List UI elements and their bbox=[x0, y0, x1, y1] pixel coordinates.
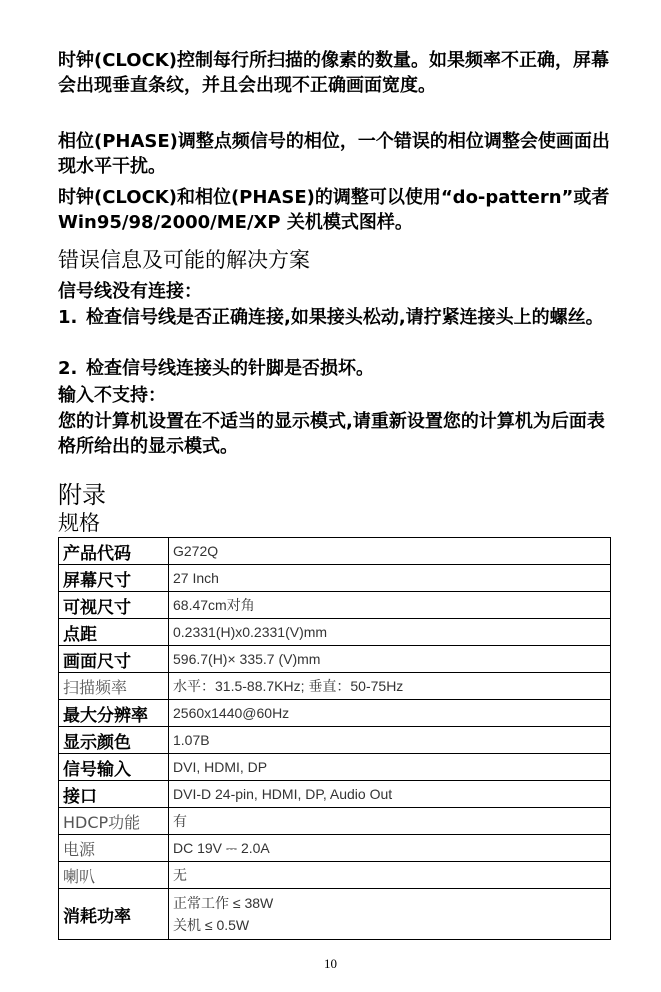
table-row bbox=[59, 862, 611, 889]
spec-value: 有 bbox=[169, 808, 611, 835]
table-row bbox=[59, 673, 611, 700]
table-row bbox=[59, 781, 611, 808]
spec-label: 信号输入 bbox=[59, 754, 169, 781]
spec-value: 1.07B bbox=[169, 727, 611, 754]
list-item-text: 检查信号线是否正确连接,如果接头松动,请拧紧连接头上的螺丝。 bbox=[86, 307, 604, 328]
spec-value-line: 正常工作 ≤ 38W bbox=[173, 895, 274, 911]
spec-label: 显示颜色 bbox=[59, 727, 169, 754]
spec-value bbox=[169, 889, 611, 940]
specs-heading: 规格 bbox=[58, 511, 100, 535]
table-row bbox=[59, 538, 611, 565]
spec-value: 2560x1440@60Hz bbox=[169, 700, 611, 727]
pattern-paragraph: 时钟(CLOCK)和相位(PHASE)的调整可以使用“do-pattern”或者 Win95/98/2000/ME/XP 关机模式图样。 bbox=[58, 187, 610, 233]
spec-label: 点距 bbox=[59, 619, 169, 646]
spec-label: 接口 bbox=[59, 781, 169, 808]
list-item bbox=[58, 356, 618, 381]
spec-label: HDCP功能 bbox=[59, 808, 169, 835]
table-row bbox=[59, 700, 611, 727]
spec-value: 无 bbox=[169, 862, 611, 889]
spec-label: 喇叭 bbox=[59, 862, 169, 889]
table-row bbox=[59, 889, 611, 940]
spec-label: 电源 bbox=[59, 835, 169, 862]
clock-paragraph: 时钟(CLOCK)控制每行所扫描的像素的数量。如果频率不正确，屏幕会出现垂直条纹，并且会出现不正确画面宽度。 bbox=[58, 50, 609, 96]
spec-value: 27 Inch bbox=[169, 565, 611, 592]
unsupported-title: 输入不支持： bbox=[58, 385, 166, 406]
spec-value: G272Q bbox=[169, 538, 611, 565]
spec-value: 596.7(H)× 335.7 (V)mm bbox=[169, 646, 611, 673]
spec-label: 扫描频率 bbox=[59, 673, 169, 700]
list-item-text: 检查信号线连接头的针脚是否损坏。 bbox=[86, 358, 374, 379]
table-row bbox=[59, 808, 611, 835]
spec-label: 画面尺寸 bbox=[59, 646, 169, 673]
spec-value: 68.47cm对角 bbox=[169, 592, 611, 619]
spec-table bbox=[58, 537, 611, 940]
list-item bbox=[58, 305, 618, 355]
appendix-heading: 附录 bbox=[58, 481, 106, 509]
spec-value: 0.2331(H)x0.2331(V)mm bbox=[169, 619, 611, 646]
spec-label: 消耗功率 bbox=[59, 889, 169, 940]
table-row bbox=[59, 592, 611, 619]
spec-value: 水平：31.5-88.7KHz; 垂直：50-75Hz bbox=[169, 673, 611, 700]
list-item-number: 1. bbox=[58, 307, 78, 328]
spec-label: 产品代码 bbox=[59, 538, 169, 565]
page-number: 10 bbox=[324, 956, 337, 971]
phase-paragraph: 相位(PHASE)调整点频信号的相位，一个错误的相位调整会使画面出现水平干扰。 bbox=[58, 131, 610, 177]
no-signal-title: 信号线没有连接： bbox=[58, 281, 202, 302]
table-row bbox=[59, 646, 611, 673]
troubleshooting-heading: 错误信息及可能的解决方案 bbox=[58, 248, 310, 272]
table-row bbox=[59, 565, 611, 592]
spec-label: 最大分辨率 bbox=[59, 700, 169, 727]
spec-label: 屏幕尺寸 bbox=[59, 565, 169, 592]
spec-value: DVI, HDMI, DP bbox=[169, 754, 611, 781]
table-row bbox=[59, 619, 611, 646]
spec-value: DC 19V ⎓ 2.0A bbox=[169, 835, 611, 862]
table-row bbox=[59, 754, 611, 781]
spec-value-line: 关机 ≤ 0.5W bbox=[173, 917, 250, 933]
spec-value: DVI-D 24-pin, HDMI, DP, Audio Out bbox=[169, 781, 611, 808]
list-item-number: 2. bbox=[58, 358, 78, 379]
spec-label: 可视尺寸 bbox=[59, 592, 169, 619]
table-row bbox=[59, 835, 611, 862]
table-row bbox=[59, 727, 611, 754]
unsupported-text: 您的计算机设置在不适当的显示模式,请重新设置您的计算机为后面表格所给出的显示模式。 bbox=[58, 411, 605, 457]
